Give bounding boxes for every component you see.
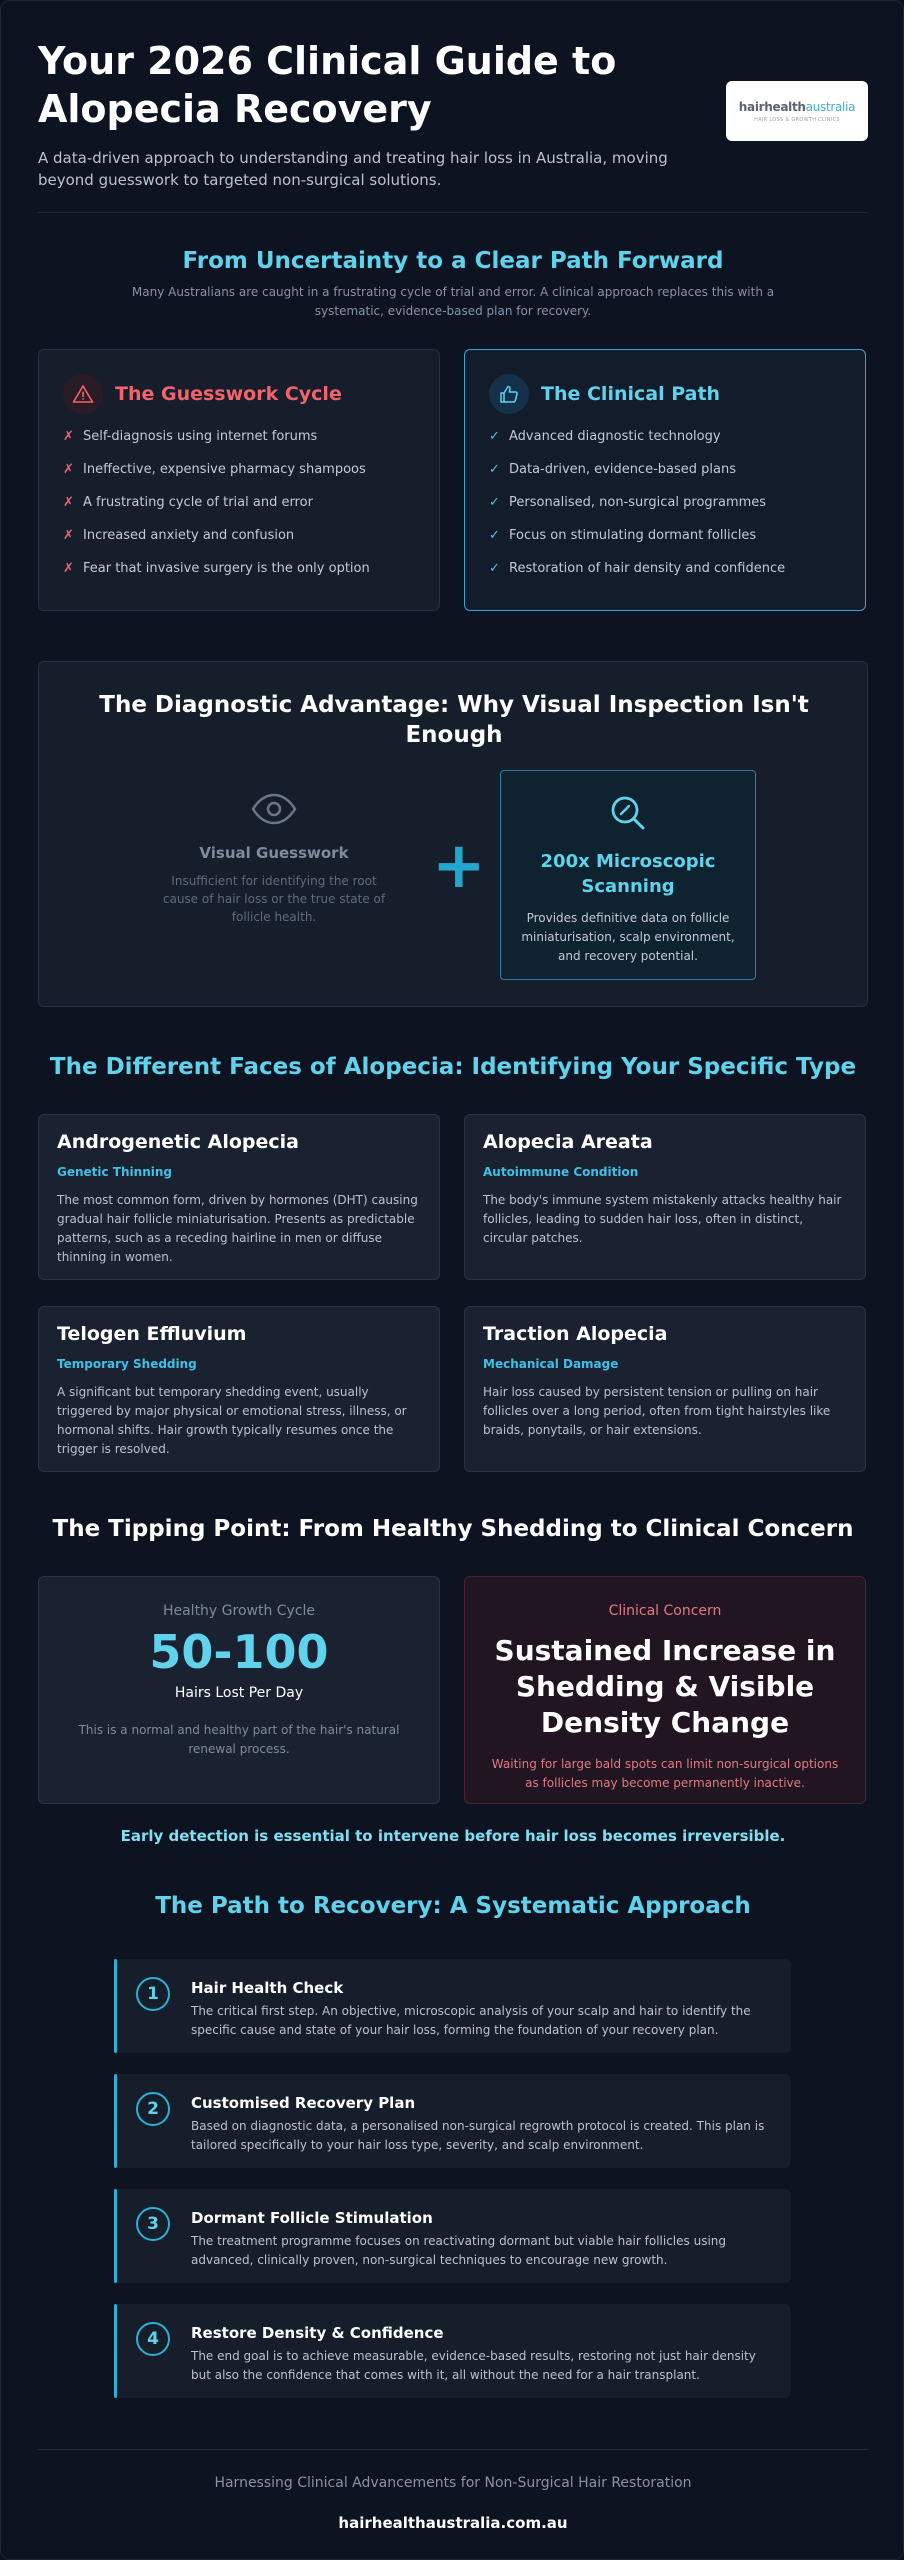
type-desc: Hair loss caused by persistent tension or pulling on hair follicles over a long period, often from tight hairstyles like braids, ponytails, or hair extensions.: [483, 1385, 831, 1437]
type-tag: Mechanical Damage: [483, 1357, 619, 1371]
list-item: [63, 428, 370, 461]
step-title: Hair Health Check: [191, 1979, 344, 1997]
type-title: Telogen Effluvium: [57, 1323, 247, 1345]
cross-icon: ✗: [63, 528, 74, 543]
step-card-4: [114, 2304, 791, 2398]
guesswork-list: [63, 428, 370, 593]
path-title: The Path to Recovery: A Systematic Approach: [155, 1893, 751, 1919]
step-card-2: [114, 2074, 791, 2168]
type-title: Alopecia Areata: [483, 1131, 653, 1153]
diagnostic-panel: [38, 661, 868, 1007]
clinical-list: [489, 428, 785, 593]
list-item: [489, 560, 785, 593]
step-title: Restore Density & Confidence: [191, 2324, 444, 2342]
footer-tagline: Harnessing Clinical Advancements for Non-Surgical Hair Restoration: [214, 2475, 692, 2491]
concern-title: Sustained Increase in Shedding & Visible Density Change: [494, 1634, 836, 1739]
step-number: 3: [136, 2207, 170, 2241]
list-item: [63, 527, 370, 560]
types-title: The Different Faces of Alopecia: Identifying Your Specific Type: [49, 1054, 857, 1080]
list-item-text: Restoration of hair density and confidence: [509, 561, 786, 576]
healthy-label: Healthy Growth Cycle: [162, 1603, 316, 1619]
list-item-text: Focus on stimulating dormant follicles: [509, 528, 757, 543]
plus-icon: +: [432, 829, 486, 903]
type-card-traction: [464, 1306, 866, 1472]
microscopic-scanning-box: [500, 770, 756, 980]
logo-accent: australia: [805, 99, 856, 114]
check-icon: ✓: [489, 462, 500, 477]
list-item: [63, 494, 370, 527]
step-desc: The critical first step. An objective, microscopic analysis of your scalp and hair to identify the specific cause and state of your hair loss, forming the foundation of your recovery plan.: [191, 2004, 751, 2037]
early-detection-note: Early detection is essential to intervene before hair loss becomes irreversible.: [120, 1827, 786, 1845]
logo-wordmark: [739, 100, 855, 114]
footer-divider: [38, 2449, 868, 2450]
step-accent-bar: [114, 2074, 117, 2168]
step-card-3: [114, 2189, 791, 2283]
step-accent-bar: [114, 2189, 117, 2283]
uncertainty-subtitle: Many Australians are caught in a frustrating cycle of trial and error. A clinical approach replaces this with a systematic, evidence-based plan for recovery.: [131, 285, 775, 318]
visual-guesswork: [159, 792, 389, 926]
step-desc: Based on diagnostic data, a personalised non-surgical regrowth protocol is created. This plan is tailored specifically to your hair loss type, severity, and scalp environment.: [191, 2119, 765, 2152]
type-tag: Autoimmune Condition: [483, 1165, 639, 1179]
cross-icon: ✗: [63, 462, 74, 477]
header: [38, 37, 868, 191]
list-item: [489, 461, 785, 494]
list-item-text: Personalised, non-surgical programmes: [509, 495, 767, 510]
page-title: Your 2026 Clinical Guide to Alopecia Recovery: [38, 39, 617, 131]
brand-logo[interactable]: [726, 81, 868, 141]
step-number: 2: [136, 2092, 170, 2126]
healthy-desc: This is a normal and healthy part of the hair's natural renewal process.: [78, 1723, 400, 1756]
list-item-text: Data-driven, evidence-based plans: [509, 462, 736, 477]
clinical-card: [464, 349, 866, 611]
step-desc: The treatment programme focuses on reactivating dormant but viable hair follicles using advanced, clinically proven, non-surgical techniques to encourage new growth.: [191, 2234, 726, 2267]
eye-icon: [159, 792, 389, 830]
concern-label: Clinical Concern: [608, 1603, 722, 1619]
tipping-title: The Tipping Point: From Healthy Shedding to Clinical Concern: [52, 1516, 854, 1542]
check-icon: ✓: [489, 528, 500, 543]
type-card-androgenetic: [38, 1114, 440, 1280]
healthy-unit: Hairs Lost Per Day: [174, 1685, 304, 1701]
concern-desc: Waiting for large bald spots can limit non-surgical options as follicles may become permanently inactive.: [491, 1757, 839, 1790]
list-item-text: Increased anxiety and confusion: [83, 528, 295, 543]
type-tag: Temporary Shedding: [57, 1357, 197, 1371]
micro-desc: Provides definitive data on follicle miniaturisation, scalp environment, and recovery potential.: [521, 911, 735, 963]
diagnostic-title: The Diagnostic Advantage: Why Visual Inspection Isn't Enough: [99, 692, 809, 748]
list-item: [489, 527, 785, 560]
visual-title: Visual Guesswork: [199, 844, 349, 862]
type-card-areata: [464, 1114, 866, 1280]
step-accent-bar: [114, 1959, 117, 2053]
step-title: Dormant Follicle Stimulation: [191, 2209, 433, 2227]
clinical-header: [489, 374, 720, 414]
list-item-text: A frustrating cycle of trial and error: [83, 495, 313, 510]
logo-prefix: hairhealth: [738, 99, 806, 114]
step-number: 4: [136, 2322, 170, 2356]
check-icon: ✓: [489, 429, 500, 444]
list-item: [489, 494, 785, 527]
list-item-text: Fear that invasive surgery is the only option: [83, 561, 370, 576]
healthy-value: 50-100: [149, 1625, 329, 1679]
clinical-title: The Clinical Path: [541, 383, 721, 405]
header-divider: [38, 212, 868, 213]
warning-icon: [63, 374, 103, 414]
cross-icon: ✗: [63, 429, 74, 444]
type-title: Androgenetic Alopecia: [57, 1131, 299, 1153]
list-item: [63, 461, 370, 494]
visual-desc: Insufficient for identifying the root cause of hair loss or the true state of follicle health.: [162, 874, 386, 924]
list-item-text: Self-diagnosis using internet forums: [83, 429, 318, 444]
list-item-text: Advanced diagnostic technology: [509, 429, 721, 444]
cross-icon: ✗: [63, 561, 74, 576]
uncertainty-title: From Uncertainty to a Clear Path Forward: [182, 248, 724, 274]
thumbs-up-icon: [489, 374, 529, 414]
type-tag: Genetic Thinning: [57, 1165, 172, 1179]
page-subtitle: A data-driven approach to understanding and treating hair loss in Australia, moving beyond guesswork to targeted non-surgical solutions.: [38, 149, 668, 189]
step-desc: The end goal is to achieve measurable, evidence-based results, restoring not just hair density but also the confidence that comes with it, all without the need for a hair transplant.: [191, 2349, 756, 2382]
list-item: [489, 428, 785, 461]
healthy-cycle-card: [38, 1576, 440, 1804]
step-card-1: [114, 1959, 791, 2053]
list-item: [63, 560, 370, 593]
type-title: Traction Alopecia: [483, 1323, 668, 1345]
guesswork-title: The Guesswork Cycle: [115, 383, 342, 405]
micro-title: 200x Microscopic Scanning: [540, 851, 716, 897]
cross-icon: ✗: [63, 495, 74, 510]
clinical-concern-card: [464, 1576, 866, 1804]
guesswork-card: [38, 349, 440, 611]
logo-tagline: HAIR LOSS & GROWTH CLINICS: [754, 116, 840, 123]
step-title: Customised Recovery Plan: [191, 2094, 416, 2112]
list-item-text: Ineffective, expensive pharmacy shampoos: [83, 462, 366, 477]
type-desc: The body's immune system mistakenly attacks healthy hair follicles, leading to sudden hair loss, often in distinct, circular patches.: [483, 1193, 842, 1245]
check-icon: ✓: [489, 561, 500, 576]
magnify-icon: [501, 793, 755, 837]
check-icon: ✓: [489, 495, 500, 510]
type-card-telogen: [38, 1306, 440, 1472]
guesswork-header: [63, 374, 342, 414]
footer-url-link[interactable]: hairhealthaustralia.com.au: [338, 2514, 568, 2532]
type-desc: A significant but temporary shedding event, usually triggered by major physical or emotional stress, illness, or hormonal shifts. Hair growth typically resumes once the trigger is resolved.: [57, 1385, 407, 1456]
step-accent-bar: [114, 2304, 117, 2398]
type-desc: The most common form, driven by hormones (DHT) causing gradual hair follicle miniaturisation. Presents as predictable patterns, such as a receding hairline in men or diffuse thinning in women.: [57, 1193, 418, 1264]
step-number: 1: [136, 1977, 170, 2011]
